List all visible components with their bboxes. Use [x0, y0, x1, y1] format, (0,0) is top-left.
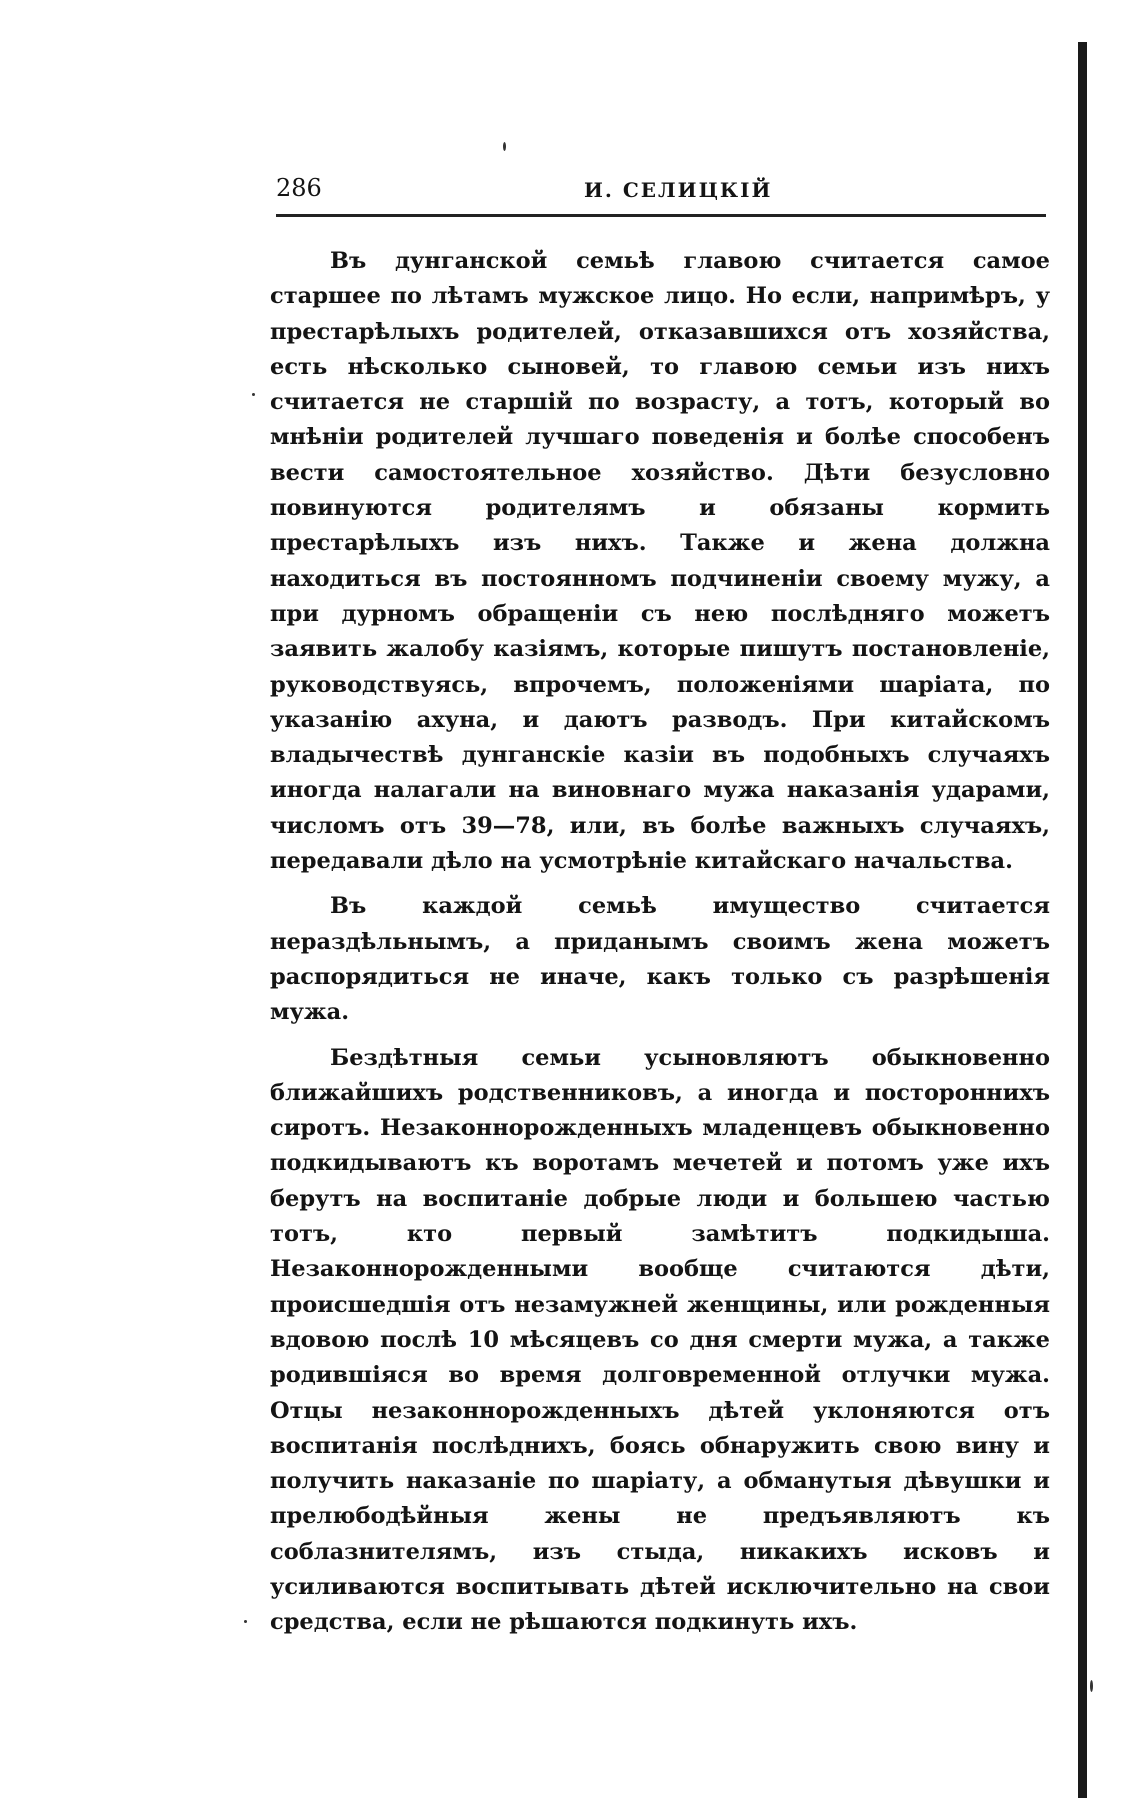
page-number: 286 [276, 174, 322, 202]
page-header [276, 170, 1046, 210]
scan-speck [1090, 1680, 1093, 1692]
body-text [270, 244, 1050, 1651]
paragraph: Въ дунганской семьѣ главою считается самое старшее по лѣтамъ мужское лицо. Но если, напримѣръ, у престарѣлыхъ родителей, отказавшихся отъ хозяйства, есть нѣсколько сыновей, то главою семьи изъ нихъ считается не старшій по возрасту, а тотъ, который во мнѣніи родителей лучшаго поведенія и болѣе способенъ вести самостоятельное хозяйство. Дѣти безусловно повинуются родителямъ и обязаны кормить престарѣлыхъ изъ нихъ. Также и жена должна находиться въ постоянномъ подчиненіи своему мужу, а при дурномъ обращеніи съ нею послѣдняго можетъ заявить жалобу казіямъ, которые пишутъ постановленіе, руководствуясь, впрочемъ, положеніями шаріата, по указанію ахуна, и даютъ разводъ. При китайскомъ владычествѣ дунганскіе казіи въ подобныхъ случаяхъ иногда налагали на виновнаго мужа наказанія ударами, числомъ отъ 39—78, или, въ болѣе важныхъ случаяхъ, передавали дѣло на усмотрѣніе китайскаго начальства. [270, 248, 1050, 875]
paragraph: Бездѣтныя семьи усыновляютъ обыкновенно ближайшихъ родственниковъ, а иногда и постороннихъ сиротъ. Незаконнорожденныхъ младенцевъ обыкновенно подкидываютъ къ воротамъ мечетей и потомъ уже ихъ берутъ на воспитаніе добрые люди и большею частью тотъ, кто первый замѣтитъ подкидыша. Незаконнорожденными вообще считаются дѣти, происшедшія отъ незамужней женщины, или рожденныя вдовою послѣ 10 мѣсяцевъ со дня смерти мужа, а также родившіяся во время долговременной отлучки мужа. Отцы незаконнорожденныхъ дѣтей уклоняются отъ воспитанія послѣднихъ, боясь обнаружить свою вину и получить наказаніе по шаріату, а обманутыя дѣвушки и прелюбодѣйныя жены не предъявляютъ къ соблазнителямъ, изъ стыда, никакихъ исковъ и усиливаются воспитывать дѣтей исключительно на свои средства, если не рѣшаются подкинуть ихъ. [270, 1044, 1050, 1636]
header-rule [276, 214, 1046, 217]
running-head: И. СЕЛИЦКІЙ [584, 178, 773, 202]
scan-edge-shadow [1078, 42, 1087, 1798]
scan-speck [252, 393, 255, 396]
paragraph: Въ каждой семьѣ имущество считается нераздѣльнымъ, а приданымъ своимъ жена можетъ распорядиться не иначе, какъ только съ разрѣшенія мужа. [270, 893, 1050, 1026]
scan-speck [503, 142, 506, 151]
scan-speck [244, 1620, 247, 1623]
